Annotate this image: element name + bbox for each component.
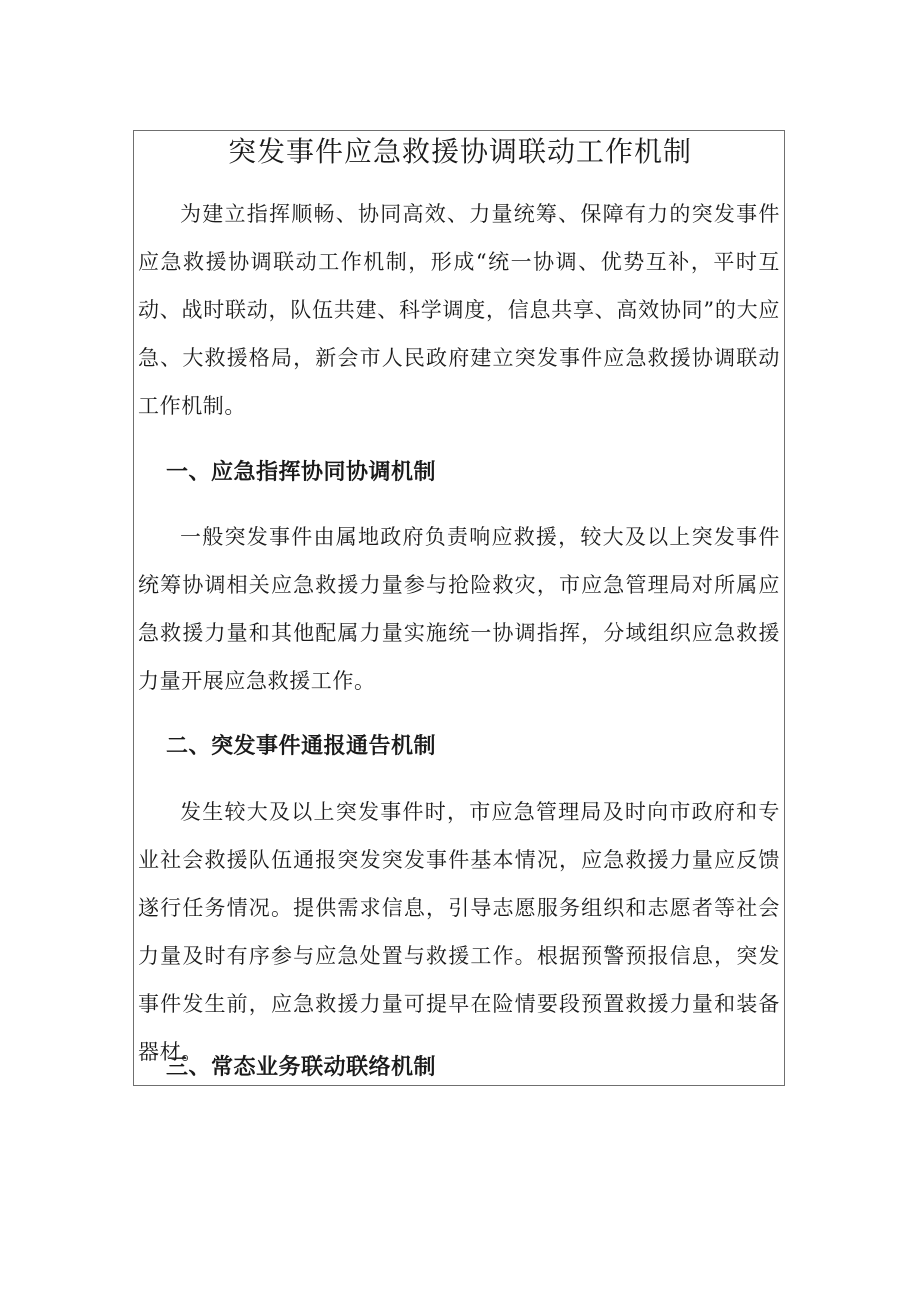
intro-paragraph: 为建立指挥顺畅、协同高效、力量统筹、保障有力的突发事件应急救援协调联动工作机制，形成“统一协调、优势互补，平时互动、战时联动，队伍共建、科学调度，信息共享、高效协同”的大应急、大救援格局，新会市人民政府建立突发事件应急救援协调联动工作机制。 bbox=[138, 202, 780, 418]
section-heading-3: 三、常态业务联动联络机制 bbox=[166, 1055, 437, 1080]
section-heading-1: 一、应急指挥协同协调机制 bbox=[166, 460, 437, 485]
document-title: 突发事件应急救援协调联动工作机制 bbox=[227, 135, 692, 168]
section-body-2: 发生较大及以上突发事件时，市应急管理局及时向市政府和专业社会救援队伍通报突发突发事件基本情况，应急救援力量应反馈遂行任务情况。提供需求信息，引导志愿服务组织和志愿者等社会力量及时有序参与应急处置与救援工作。根据预警预报信息，突发事件发生前，应急救援力量可提早在险情要段预置救援力量和装备器材。 bbox=[138, 800, 780, 1064]
section-body-1: 一般突发事件由属地政府负责响应救援，较大及以上突发事件统筹协调相关应急救援力量参与抢险救灾，市应急管理局对所属应急救援力量和其他配属力量实施统一协调指挥，分域组织应急救援力量开展应急救援工作。 bbox=[138, 525, 780, 693]
section-heading-2: 二、突发事件通报通告机制 bbox=[166, 734, 437, 759]
